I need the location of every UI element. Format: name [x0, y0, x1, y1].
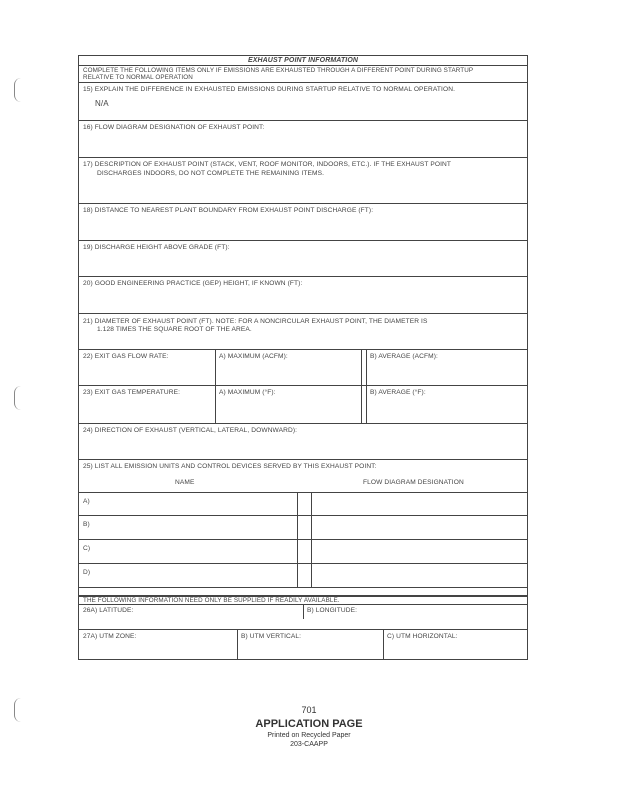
- question-23a-field[interactable]: A) MAXIMUM (°F):: [219, 389, 276, 396]
- question-22a-field[interactable]: A) MAXIMUM (ACFM):: [219, 353, 288, 360]
- question-16-label: 16) FLOW DIAGRAM DESIGNATION OF EXHAUST POINT:: [83, 124, 265, 131]
- form-header-row: [79, 56, 527, 66]
- question-18-row[interactable]: [79, 204, 527, 241]
- question-21-label-line-2: 1.128 TIMES THE SQUARE ROOT OF THE AREA.: [97, 326, 252, 333]
- question-20-label: 20) GOOD ENGINEERING PRACTICE (GEP) HEIGHT, IF KNOWN (FT):: [83, 280, 303, 287]
- divider: [311, 564, 312, 587]
- unit-row-a[interactable]: [79, 492, 527, 516]
- divider: [361, 386, 362, 423]
- exhaust-point-form: [78, 55, 528, 660]
- divider: [383, 630, 384, 659]
- question-15-label: 15) EXPLAIN THE DIFFERENCE IN EXHAUSTED EMISSIONS DURING STARTUP RELATIVE TO NORMAL OPERATION.: [83, 86, 456, 93]
- page-title: APPLICATION PAGE: [255, 718, 363, 730]
- question-18-label: 18) DISTANCE TO NEAREST PLANT BOUNDARY FROM EXHAUST POINT DISCHARGE (FT):: [83, 207, 374, 214]
- binder-hole-mark: [14, 386, 21, 410]
- question-21-row[interactable]: [79, 314, 527, 350]
- divider: [303, 605, 304, 619]
- question-25-header: [79, 460, 527, 492]
- divider: [361, 350, 362, 385]
- divider: [297, 564, 298, 587]
- divider: [297, 540, 298, 563]
- optional-note: THE FOLLOWING INFORMATION NEED ONLY BE SUPPLIED IF READILY AVAILABLE.: [83, 597, 340, 604]
- divider: [311, 493, 312, 515]
- unit-row-label: D): [83, 569, 91, 576]
- divider: [297, 493, 298, 515]
- form-header: EXHAUST POINT INFORMATION: [247, 57, 359, 64]
- question-24-row[interactable]: [79, 424, 527, 460]
- page-number: 701: [301, 705, 317, 715]
- section-gap: [79, 588, 527, 596]
- startup-note-line-1: COMPLETE THE FOLLOWING ITEMS ONLY IF EMISSIONS ARE EXHAUSTED THROUGH A DIFFERENT POINT DURING STARTUP: [83, 67, 474, 74]
- question-17-row[interactable]: [79, 158, 527, 204]
- unit-row-label: C): [83, 545, 91, 552]
- question-20-row[interactable]: [79, 277, 527, 314]
- startup-note-line-2: RELATIVE TO NORMAL OPERATION: [83, 74, 193, 81]
- question-22b-field[interactable]: B) AVERAGE (ACFM):: [370, 353, 438, 360]
- unit-row-b[interactable]: [79, 516, 527, 540]
- utm-horizontal-field[interactable]: C) UTM HORIZONTAL:: [387, 633, 458, 640]
- question-17-label-line-2: DISCHARGES INDOORS, DO NOT COMPLETE THE REMAINING ITEMS.: [97, 170, 325, 177]
- column-name-header: NAME: [175, 479, 195, 486]
- question-23b-field[interactable]: B) AVERAGE (°F):: [370, 389, 426, 396]
- utm-zone-field[interactable]: 27A) UTM ZONE:: [83, 633, 137, 640]
- unit-row-d[interactable]: [79, 564, 527, 588]
- question-21-label-line-1: 21) DIAMETER OF EXHAUST POINT (FT). NOTE: FOR A NONCIRCULAR EXHAUST POINT, THE DIAMETER IS: [83, 318, 428, 325]
- question-16-row[interactable]: [79, 121, 527, 158]
- question-23-row: [79, 386, 527, 424]
- unit-row-label: A): [83, 498, 90, 505]
- question-22-row: [79, 350, 527, 386]
- divider: [311, 516, 312, 539]
- longitude-field[interactable]: B) LONGITUDE:: [307, 607, 358, 614]
- question-27-row: [79, 630, 527, 660]
- unit-row-label: B): [83, 521, 90, 528]
- recycled-paper-note: Printed on Recycled Paper: [267, 732, 351, 739]
- question-17-label-line-1: 17) DESCRIPTION OF EXHAUST POINT (STACK, VENT, ROOF MONITOR, INDOORS, ETC.). IF THE EXHAUST POINT: [83, 161, 452, 168]
- divider: [237, 630, 238, 659]
- divider: [215, 386, 216, 423]
- question-26-row: [79, 605, 527, 630]
- divider: [297, 516, 298, 539]
- question-19-label: 19) DISCHARGE HEIGHT ABOVE GRADE (FT):: [83, 244, 230, 251]
- startup-note-row: [79, 66, 527, 83]
- binder-hole-mark: [14, 78, 21, 102]
- question-15-row[interactable]: [79, 83, 527, 121]
- question-19-row[interactable]: [79, 241, 527, 277]
- question-23-label: 23) EXIT GAS TEMPERATURE:: [83, 389, 181, 396]
- optional-note-row: [79, 596, 527, 605]
- question-25-label: 25) LIST ALL EMISSION UNITS AND CONTROL DEVICES SERVED BY THIS EXHAUST POINT:: [83, 463, 377, 470]
- form-code: 203-CAAPP: [290, 741, 328, 748]
- divider: [366, 386, 367, 423]
- divider: [311, 540, 312, 563]
- latitude-field[interactable]: 26A) LATITUDE:: [83, 607, 134, 614]
- column-flow-designation-header: FLOW DIAGRAM DESIGNATION: [363, 479, 464, 486]
- question-24-label: 24) DIRECTION OF EXHAUST (VERTICAL, LATERAL, DOWNWARD):: [83, 427, 298, 434]
- question-22-label: 22) EXIT GAS FLOW RATE:: [83, 353, 169, 360]
- divider: [215, 350, 216, 385]
- question-15-answer: N/A: [95, 99, 109, 108]
- utm-vertical-field[interactable]: B) UTM VERTICAL:: [241, 633, 302, 640]
- unit-row-c[interactable]: [79, 540, 527, 564]
- divider: [366, 350, 367, 385]
